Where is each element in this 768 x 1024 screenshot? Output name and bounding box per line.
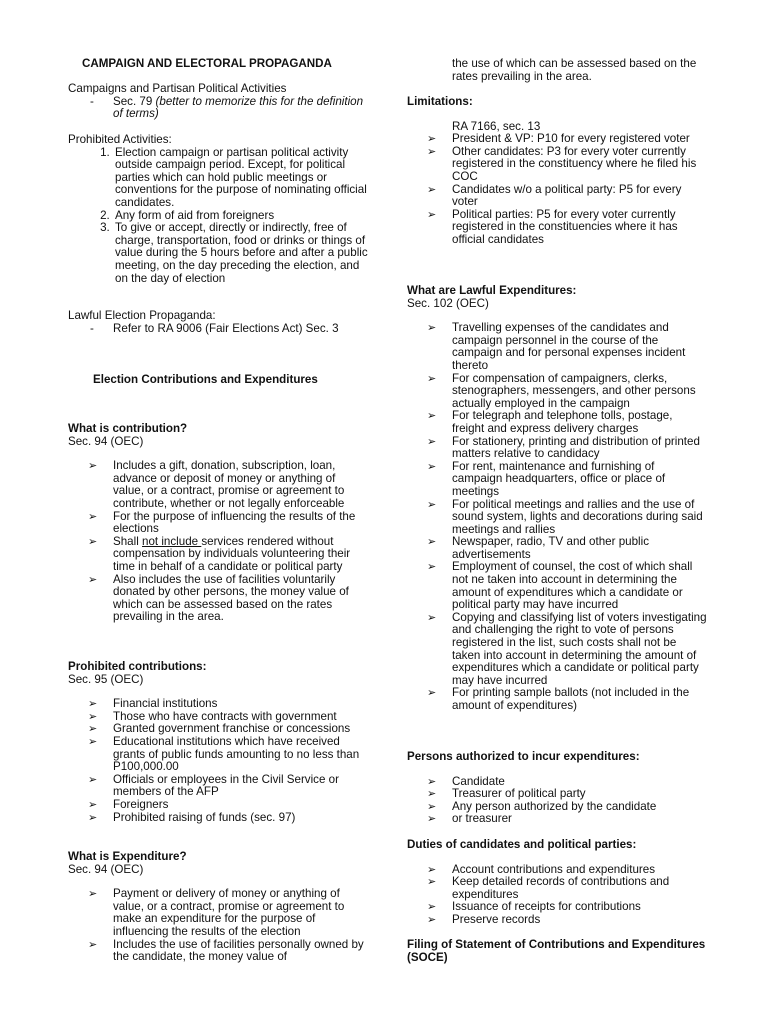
soce-heading: Filing of Statement of Contributions and Expenditures (SOCE): [407, 938, 706, 964]
prohibited-contributions-list: [68, 698, 368, 824]
campaigns-list: [68, 96, 368, 121]
persons-authorized-list: [407, 776, 707, 826]
list-item: ➢ For political meetings and rallies and the use of sound system, lights and decorations during said meetings and rallies: [427, 497, 703, 536]
arrow-icon: ➢: [427, 561, 437, 574]
contribution-list: [68, 460, 368, 624]
arrow-icon: ➢: [427, 611, 437, 624]
list-item: ➢ Foreigners: [88, 797, 169, 811]
list-item: ➢ For stationery, printing and distribution of printed matters relative to candidacy: [427, 434, 700, 461]
lawful-expenditures-list: [407, 322, 707, 712]
list-item: ➢ Newspaper, radio, TV and other public advertisements: [427, 535, 649, 561]
limitations-heading: Limitations:: [407, 95, 473, 108]
arrow-icon: ➢: [88, 573, 98, 586]
arrow-icon: ➢: [427, 322, 437, 335]
section-ref: Sec. 94 (OEC): [68, 434, 144, 448]
list-item: ➢ Also includes the use of facilities voluntarily donated by other persons, the money value of which can be assessed based on the rates prevailing in the area.: [88, 572, 349, 624]
arrow-icon: ➢: [427, 775, 437, 788]
campaigns-section: [68, 83, 368, 121]
arrow-icon: ➢: [88, 811, 98, 824]
arrow-icon: ➢: [88, 938, 98, 951]
arrow-icon: ➢: [88, 698, 98, 711]
arrow-icon: ➢: [88, 723, 98, 736]
list-item: 3. To give or accept, directly or indirectly, free of charge, transportation, food or drinks or things of value during the 5 hours before and after a public meeting, on the day preceding the election, and on the day of election: [113, 222, 368, 285]
duties-heading: Duties of candidates and political parties:: [407, 838, 637, 851]
prohibited-activities-section: [68, 134, 368, 285]
list-item: ➢ President & VP: P10 for every registered voter: [427, 132, 690, 146]
list-item: ➢ Treasurer of political party: [427, 787, 586, 801]
section-ref: RA 7166, sec. 13: [452, 119, 541, 133]
arrow-icon: ➢: [88, 798, 98, 811]
list-item: ➢ Issuance of receipts for contributions: [427, 900, 641, 914]
lawful-propaganda-heading: Lawful Election Propaganda:: [68, 309, 216, 322]
list-item: ➢ Payment or delivery of money or anything of value, or a contract, promise or agreement to make an expenditure for the purpose of influencing the results of the election: [88, 887, 345, 938]
list-item: - Refer to RA 9006 (Fair Elections Act) Sec. 3: [90, 323, 368, 336]
list-item: ➢ or treasurer: [427, 812, 512, 826]
list-item: ➢ Travelling expenses of the candidates and campaign personnel in the course of the campaign and for personal expenses incident thereto: [427, 321, 686, 372]
lawful-propaganda-section: [68, 310, 368, 335]
list-item: ➢ Candidates w/o a political party: P5 for every voter: [427, 182, 682, 209]
list-item: ➢ Includes a gift, donation, subscription, loan, advance or deposit of money or anything of value, or a contract, promise or agreement to contribute, whether or not legally enforceable: [88, 459, 345, 510]
duties-section: [407, 839, 707, 927]
list-item: ➢ For telegraph and telephone tolls, postage, freight and express delivery charges: [427, 409, 673, 435]
arrow-icon: ➢: [88, 510, 98, 523]
list-item: ➢ Shall not include services rendered without compensation by individuals volunteering their time in behalf of a candidate or political party: [88, 534, 351, 573]
what-is-contribution-heading: What is contribution?: [68, 422, 188, 435]
continuation-text: the use of which can be assessed based on the rates prevailing in the area.: [452, 57, 697, 83]
arrow-icon: ➢: [427, 183, 437, 196]
arrow-icon: ➢: [427, 901, 437, 914]
lawful-expenditures-section: [407, 285, 707, 713]
list-item: ➢ Other candidates: P3 for every voter currently registered in the constituency where he filed his COC: [427, 144, 697, 183]
arrow-icon: ➢: [427, 410, 437, 423]
what-is-expenditure-heading: What is Expenditure?: [68, 850, 187, 863]
list-item: ➢ Employment of counsel, the cost of which shall not ne taken into account in determining the amount of expenditures which a candidate or political party may have incurred: [427, 560, 693, 612]
contributions-section-title: Election Contributions and Expenditures: [93, 373, 318, 386]
arrow-icon: ➢: [427, 435, 437, 448]
arrow-icon: ➢: [427, 133, 437, 146]
arrow-icon: ➢: [88, 535, 98, 548]
prohibited-contributions-heading: Prohibited contributions:: [68, 660, 207, 673]
arrow-icon: ➢: [88, 735, 98, 748]
list-item: ➢ For printing sample ballots (not included in the amount of expenditures): [427, 686, 690, 712]
list-item: ➢ Any person authorized by the candidate: [427, 799, 657, 813]
list-item: ➢ Candidate: [427, 774, 505, 788]
arrow-icon: ➢: [427, 800, 437, 813]
arrow-icon: ➢: [427, 498, 437, 511]
limitations-section: [407, 96, 707, 247]
arrow-icon: ➢: [427, 208, 437, 221]
arrow-icon: ➢: [427, 687, 437, 700]
list-item: ➢ Prohibited raising of funds (sec. 97): [88, 810, 296, 824]
list-item: ➢ Includes the use of facilities personally owned by the candidate, the money value of: [88, 937, 364, 964]
arrow-icon: ➢: [88, 460, 98, 473]
list-item: ➢ For the purpose of influencing the results of the elections: [88, 509, 356, 536]
list-item: ➢ Preserve records: [427, 912, 541, 926]
arrow-icon: ➢: [427, 145, 437, 158]
duties-list: [407, 864, 707, 927]
arrow-icon: ➢: [427, 536, 437, 549]
lawful-propaganda-list: [68, 323, 368, 336]
list-item: ➢ Educational institutions which have received grants of public funds amounting to no less than P100,000.00: [88, 734, 360, 774]
what-is-contribution-section: [68, 423, 368, 624]
section-ref: Sec. 95 (OEC): [68, 672, 144, 686]
persons-authorized-section: [407, 751, 707, 826]
list-item: ➢ For rent, maintenance and furnishing of campaign headquarters, office or place of meetings: [427, 459, 666, 498]
what-is-expenditure-section: [68, 851, 368, 964]
prohibited-contributions-section: [68, 661, 368, 824]
arrow-icon: ➢: [427, 913, 437, 926]
list-item: ➢ Officials or employees in the Civil Service or members of the AFP: [88, 772, 339, 799]
list-item: ➢ For compensation of campaigners, clerks, stenographers, messengers, and other persons actually employed in the campaign: [427, 371, 696, 410]
list-item: ➢ Keep detailed records of contributions and expenditures: [427, 875, 670, 901]
campaigns-heading: Campaigns and Partisan Political Activities: [68, 82, 287, 95]
arrow-icon: ➢: [427, 813, 437, 826]
list-item: ➢ Copying and classifying list of voters investigating and challenging the right to vote of persons registered in the list, such costs shall not be taken into account in determining the amount of expenditures which a candidate or political party may have incurred: [427, 610, 707, 687]
list-item: ➢ Financial institutions: [88, 697, 218, 711]
list-item: ➢ Granted government franchise or concessions: [88, 722, 351, 736]
arrow-icon: ➢: [427, 876, 437, 889]
document-title: CAMPAIGN AND ELECTORAL PROPAGANDA: [82, 57, 332, 70]
section-ref: Sec. 94 (OEC): [68, 862, 144, 876]
list-item: ➢ Account contributions and expenditures: [427, 862, 656, 876]
expenditure-list: [68, 888, 368, 964]
arrow-icon: ➢: [88, 888, 98, 901]
list-item: - Sec. 79 (better to memorize this for the definition of terms): [90, 96, 368, 121]
limitations-list: [407, 133, 707, 246]
list-item: 1. Election campaign or partisan political activity outside campaign period. Except, for political parties which can hold public meetings or conventions for the purpose of nominating official candidates.: [113, 147, 368, 210]
arrow-icon: ➢: [427, 372, 437, 385]
arrow-icon: ➢: [427, 863, 437, 876]
list-item: ➢ Those who have contracts with government: [88, 709, 337, 723]
arrow-icon: ➢: [88, 773, 98, 786]
arrow-icon: ➢: [427, 460, 437, 473]
arrow-icon: ➢: [88, 710, 98, 723]
section-ref: Sec. 102 (OEC): [407, 296, 489, 310]
lawful-expenditures-heading: What are Lawful Expenditures:: [407, 284, 577, 297]
prohibited-activities-heading: Prohibited Activities:: [68, 133, 172, 146]
persons-authorized-heading: Persons authorized to incur expenditures:: [407, 750, 640, 763]
list-item: ➢ Political parties: P5 for every voter currently registered in the constituencies where it has official candidates: [427, 207, 678, 246]
arrow-icon: ➢: [427, 788, 437, 801]
list-item: 2. Any form of aid from foreigners: [113, 210, 368, 223]
prohibited-activities-list: [68, 147, 368, 286]
